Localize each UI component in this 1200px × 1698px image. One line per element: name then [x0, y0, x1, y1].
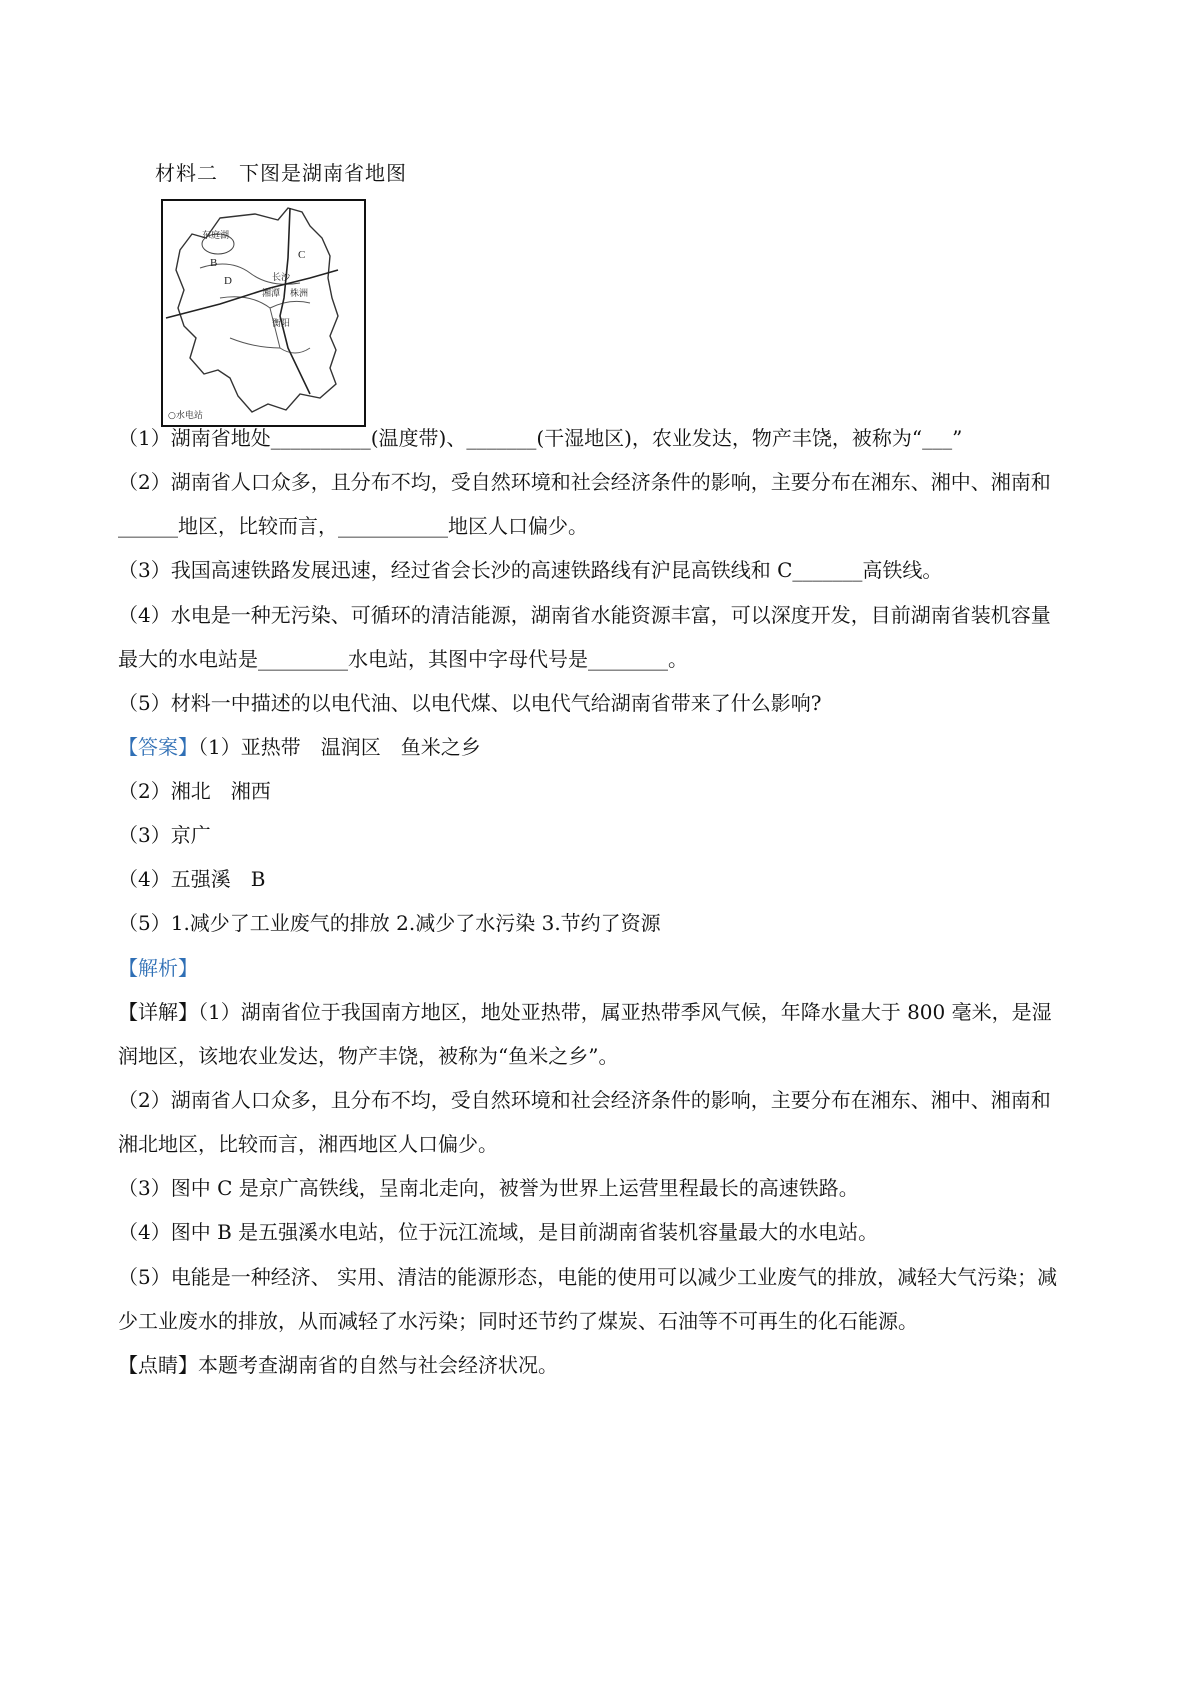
question-1: （1）湖南省地处__________(温度带)、_______(干湿地区)，农业发达，物产丰饶，被称为“___” — [118, 426, 963, 450]
hunan-map — [160, 198, 367, 428]
detail-1: （1）湖南省位于我国南方地区，地处亚热带，属亚热带季风气候，年降水量大于 800 毫米，是湿 — [198, 1000, 1052, 1024]
detail-line-1 — [118, 1000, 1052, 1024]
detail-2-line-1: （2）湖南省人口众多，且分布不均，受自然环境和社会经济条件的影响，主要分布在湘东、湘中、湘南和 — [118, 1088, 1051, 1112]
question-2-line-1: （2）湖南省人口众多，且分布不均，受自然环境和社会经济条件的影响，主要分布在湘东、湘中、湘南和 — [118, 470, 1051, 494]
material-heading: 材料二 下图是湖南省地图 — [155, 161, 407, 185]
question-2-line-2: ______地区，比较而言，___________地区人口偏少。 — [118, 514, 588, 538]
question-4-line-2: 最大的水电站是_________水电站，其图中字母代号是________。 — [118, 647, 688, 671]
map-legend: ○水电站 — [168, 411, 203, 421]
detail-1-cont: 润地区，该地农业发达，物产丰饶，被称为“鱼米之乡”。 — [118, 1044, 619, 1068]
detail-2-line-2: 湘北地区，比较而言，湘西地区人口偏少。 — [118, 1132, 498, 1156]
analysis-label: 【解析】 — [118, 956, 198, 980]
map-label-xiangtan: 湘潭 — [262, 289, 281, 299]
answer-4: （4）五强溪 B — [118, 867, 266, 891]
question-4-line-1: （4）水电是一种无污染、可循环的清洁能源，湖南省水能资源丰富，可以深度开发，目前湖南省装机容量 — [118, 603, 1051, 627]
detail-5-line-2: 少工业废水的排放，从而减轻了水污染；同时还节约了煤炭、石油等不可再生的化石能源。 — [118, 1309, 918, 1333]
map-label-zhuzhou: 株洲 — [290, 289, 309, 299]
detail-4: （4）图中 B 是五强溪水电站，位于沅江流域，是目前湖南省装机容量最大的水电站。 — [118, 1220, 879, 1244]
map-letter-c: C — [298, 249, 306, 261]
question-3: （3）我国高速铁路发展迅速，经过省会长沙的高速铁路线有沪昆高铁线和 C_______高铁线。 — [118, 558, 943, 582]
answer-1: （1）亚热带 温润区 鱼米之乡 — [198, 735, 481, 759]
answer-3: （3）京广 — [118, 823, 211, 847]
map-label-lake: 东庭湖 — [202, 231, 230, 241]
pointing: 【点睛】本题考查湖南省的自然与社会经济状况。 — [118, 1353, 558, 1377]
answer-label: 【答案】 — [118, 735, 198, 759]
map-label-changsha: 长沙 — [272, 273, 291, 283]
answer-2: （2）湘北 湘西 — [118, 779, 271, 803]
detail-3: （3）图中 C 是京广高铁线，呈南北走向，被誉为世界上运营里程最长的高速铁路。 — [118, 1176, 859, 1200]
answer-line-1 — [118, 735, 481, 759]
map-letter-d: D — [224, 275, 232, 287]
question-5: （5）材料一中描述的以电代油、以电代煤、以电代气给湖南省带来了什么影响? — [118, 691, 822, 715]
detail-label: 【详解】 — [118, 1000, 198, 1024]
answer-5: （5）1.减少了工业废气的排放 2.减少了水污染 3.节约了资源 — [118, 911, 661, 935]
detail-5-line-1: （5）电能是一种经济、 实用、清洁的能源形态，电能的使用可以减少工业废气的排放，减轻大气污染；减 — [118, 1265, 1058, 1289]
map-label-hengyang: 衡阳 — [272, 319, 291, 329]
map-letter-b: B — [210, 257, 218, 269]
